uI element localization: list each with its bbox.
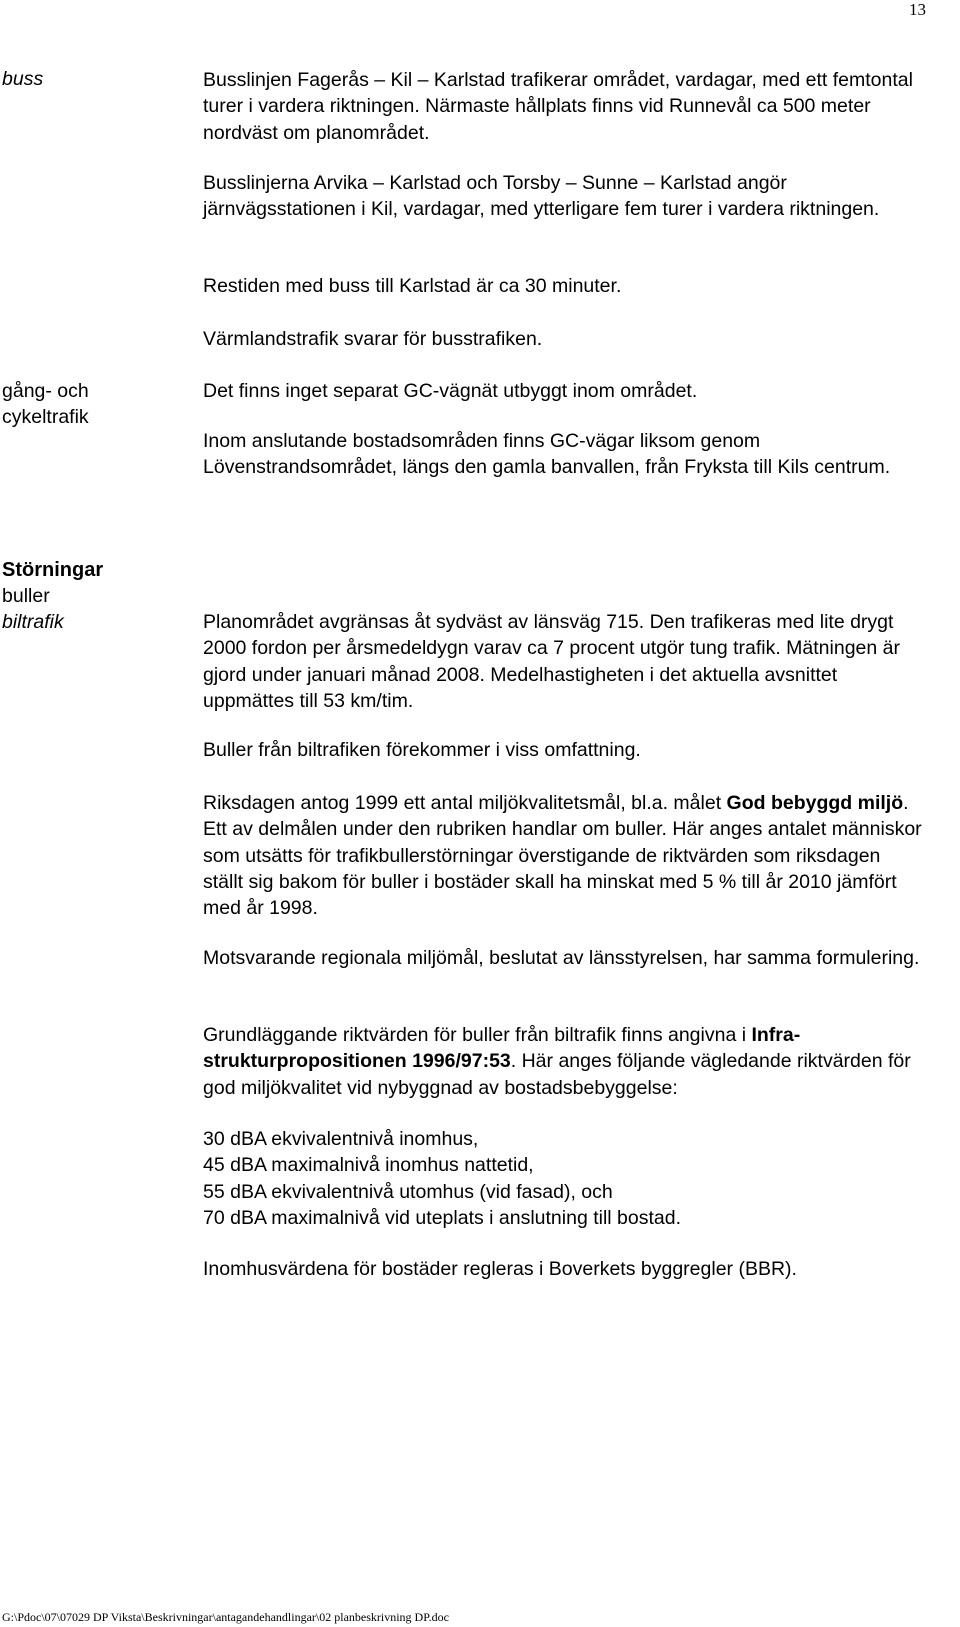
list-item: 45 dBA maximalnivå inomhus nattetid, <box>203 1154 534 1177</box>
paragraph-riktvarden <box>203 1022 923 1101</box>
paragraph-regionala-miljomal: Motsvarande regionala miljömål, beslutat av länsstyrelsen, har samma formulering. <box>203 947 920 969</box>
paragraph-inomhusvarden: Inomhusvärdena för bostäder regleras i Boverkets byggregler (BBR). <box>203 1258 797 1280</box>
bold-term-god-bebyggd-miljo: God bebyggd miljö <box>726 792 904 814</box>
label-buss: buss <box>2 68 44 90</box>
paragraph-gc-1: Det finns inget separat GC-vägnät utbyggt inom området. <box>203 380 698 402</box>
riktvarden-list <box>203 1126 923 1231</box>
list-item: 30 dBA ekvivalentnivå inomhus, <box>203 1128 479 1150</box>
paragraph-buss-2: Busslinjerna Arvika – Karlstad och Torsby – Sunne – Karlstad angör järnvägsstationen i Kil, vardagar, med ytterligare fem turer i vardera riktningen. <box>203 172 880 221</box>
section-heading-storningar: Störningar <box>2 559 104 581</box>
page-number: 13 <box>909 0 926 19</box>
paragraph-miljokvalitetsmal <box>203 790 923 921</box>
list-item: 70 dBA maximalnivå vid uteplats i anslutning till bostad. <box>203 1206 682 1229</box>
paragraph-planomradet: Planområdet avgränsas åt sydväst av länsväg 715. Den trafikeras med lite drygt 2000 fordon per årsmedeldygn varav ca 7 procent utgör tung trafik. Mätningen är gjord under januari månad 2008. Medelhastigheten i det aktuella avsnittet uppmättes till 53 km/tim. <box>203 611 900 712</box>
paragraph-buss-1: Busslinjen Fagerås – Kil – Karlstad trafikerar området, vardagar, med ett femtontal turer i vardera riktningen. Närmaste hållplats finns vid Runnevål ca 500 meter nordväst om planområdet. <box>203 69 913 144</box>
paragraph-varmlandstrafik: Värmlandstrafik svarar för busstrafiken. <box>203 328 543 350</box>
text-run: Grundläggande riktvärden för buller från biltrafik finns angivna i <box>203 1024 752 1046</box>
footer-file-path: G:\Pdoc\07\07029 DP Viksta\Beskrivningar\antagandehandlingar\02 planbeskrivning DP.doc <box>2 1610 449 1624</box>
label-biltrafik: biltrafik <box>2 611 64 633</box>
paragraph-gc-2: Inom anslutande bostadsområden finns GC-vägar liksom genom Lövenstrandsområdet, längs den gamla banvallen, från Fryksta till Kils centrum. <box>203 430 891 479</box>
text-run: Riksdagen antog 1999 ett antal miljökvalitetsmål, bl.a. målet <box>203 792 727 814</box>
paragraph-restid: Restiden med buss till Karlstad är ca 30 minuter. <box>203 275 622 297</box>
list-item: 55 dBA ekvivalentnivå utomhus (vid fasad), och <box>203 1180 613 1203</box>
text-run: . Här anges följande vägledande riktvärden för god miljökvalitet vid nybyggnad av bostadsbebyggelse: <box>203 1050 911 1099</box>
text-run: . Ett av delmålen under den rubriken handlar om buller. Här anges antalet människor som utsätts för trafikbullerstörningar överstigande de riktvärden som riksdagen ställt sig bakom för buller i bostäder skall ha minskat med 5 % till år 2010 jämfört med år 1998. <box>203 792 922 920</box>
label-cykeltrafik: cykeltrafik <box>2 406 89 428</box>
paragraph-buller-forekommer: Buller från biltrafiken förekommer i viss omfattning. <box>203 739 641 761</box>
label-gang-och: gång- och <box>2 380 89 402</box>
bold-term-infrastrukturpropositionen: Infrastrukturpropositionen 1996/97:53 <box>203 1024 801 1073</box>
label-buller: buller <box>2 585 50 607</box>
